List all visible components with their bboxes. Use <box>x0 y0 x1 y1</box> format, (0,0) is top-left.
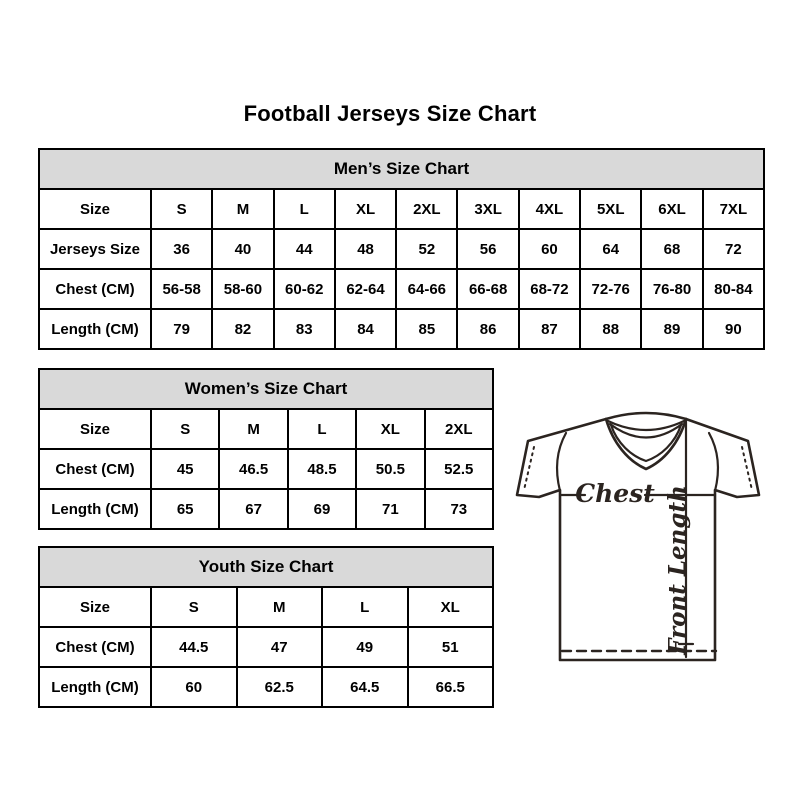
womens-table-rowlabel-1: Chest (CM) <box>39 449 151 489</box>
mens-table-cell-2-10: 80-84 <box>703 269 764 309</box>
mens-table-cell-3-8: 88 <box>580 309 641 349</box>
mens-table-cell-2-1: 56-58 <box>151 269 212 309</box>
mens-table-row-3 <box>39 309 764 349</box>
jersey-outline <box>517 419 759 660</box>
mens-table-cell-0-7: 4XL <box>519 189 580 229</box>
mens-table-cell-0-8: 5XL <box>580 189 641 229</box>
jersey-diagram-svg <box>505 398 770 695</box>
mens-table-cell-3-7: 87 <box>519 309 580 349</box>
mens-table-rowlabel-0: Size <box>39 189 151 229</box>
womens-table-rowlabel-0: Size <box>39 409 151 449</box>
mens-table-cell-2-5: 64-66 <box>396 269 457 309</box>
mens-table-cell-0-4: XL <box>335 189 396 229</box>
mens-table-cell-3-5: 85 <box>396 309 457 349</box>
mens-table-cell-1-4: 48 <box>335 229 396 269</box>
mens-table-rowlabel-2: Chest (CM) <box>39 269 151 309</box>
womens-table-row-0 <box>39 409 493 449</box>
womens-table-cell-0-3: L <box>288 409 356 449</box>
womens-table-cell-2-4: 71 <box>356 489 424 529</box>
mens-table-cell-0-5: 2XL <box>396 189 457 229</box>
page-title: Football Jerseys Size Chart <box>243 101 537 126</box>
mens-table-cell-3-2: 82 <box>212 309 273 349</box>
chest-label: Chest <box>575 479 655 508</box>
womens-table-cell-0-1: S <box>151 409 219 449</box>
mens-table-cell-2-4: 62-64 <box>335 269 396 309</box>
mens-table-cell-3-9: 89 <box>641 309 702 349</box>
mens-table-cell-3-1: 79 <box>151 309 212 349</box>
mens-size-table <box>38 148 765 350</box>
womens-table-cell-1-1: 45 <box>151 449 219 489</box>
youth-table-cell-1-1: 44.5 <box>151 627 237 667</box>
youth-table-row-2 <box>39 667 493 707</box>
mens-table-cell-1-2: 40 <box>212 229 273 269</box>
youth-table-row-1 <box>39 627 493 667</box>
mens-table-cell-3-4: 84 <box>335 309 396 349</box>
mens-table-cell-0-10: 7XL <box>703 189 764 229</box>
womens-table-cell-0-2: M <box>219 409 287 449</box>
youth-table-cell-2-1: 60 <box>151 667 237 707</box>
youth-table-cell-0-2: M <box>237 587 323 627</box>
youth-table-cell-0-1: S <box>151 587 237 627</box>
womens-table-cell-0-5: 2XL <box>425 409 493 449</box>
womens-table-rowlabel-2: Length (CM) <box>39 489 151 529</box>
youth-table-cell-0-3: L <box>322 587 408 627</box>
youth-table-rowlabel-0: Size <box>39 587 151 627</box>
mens-table-cell-0-6: 3XL <box>457 189 518 229</box>
mens-table-cell-1-3: 44 <box>274 229 335 269</box>
mens-table-cell-2-8: 72-76 <box>580 269 641 309</box>
jersey-measurement-diagram <box>505 398 770 695</box>
left-armhole-seam <box>557 433 566 491</box>
womens-table-cell-0-4: XL <box>356 409 424 449</box>
mens-table-cell-2-3: 60-62 <box>274 269 335 309</box>
youth-table-cell-1-3: 49 <box>322 627 408 667</box>
youth-size-table <box>38 546 494 708</box>
mens-table-cell-2-6: 66-68 <box>457 269 518 309</box>
mens-table-cell-0-9: 6XL <box>641 189 702 229</box>
mens-table-cell-1-10: 72 <box>703 229 764 269</box>
mens-table-row-2 <box>39 269 764 309</box>
youth-table-cell-1-2: 47 <box>237 627 323 667</box>
womens-table-cell-1-2: 46.5 <box>219 449 287 489</box>
mens-table-cell-0-3: L <box>274 189 335 229</box>
mens-table-title: Men’s Size Chart <box>39 149 764 189</box>
mens-table-rowlabel-1: Jerseys Size <box>39 229 151 269</box>
mens-table-cell-1-7: 60 <box>519 229 580 269</box>
youth-table-row-0 <box>39 587 493 627</box>
mens-table-cell-3-3: 83 <box>274 309 335 349</box>
youth-table-cell-0-4: XL <box>408 587 494 627</box>
mens-table-cell-3-6: 86 <box>457 309 518 349</box>
youth-table-cell-1-4: 51 <box>408 627 494 667</box>
right-armhole-seam <box>709 433 718 491</box>
mens-table-cell-0-2: M <box>212 189 273 229</box>
mens-table-cell-2-9: 76-80 <box>641 269 702 309</box>
mens-table-cell-1-1: 36 <box>151 229 212 269</box>
womens-table-cell-1-3: 48.5 <box>288 449 356 489</box>
mens-table-cell-2-2: 58-60 <box>212 269 273 309</box>
womens-table-title: Women’s Size Chart <box>39 369 493 409</box>
womens-table-row-2 <box>39 489 493 529</box>
youth-table-rowlabel-2: Length (CM) <box>39 667 151 707</box>
mens-table-row-0 <box>39 189 764 229</box>
womens-table-cell-1-4: 50.5 <box>356 449 424 489</box>
mens-table-cell-1-6: 56 <box>457 229 518 269</box>
youth-table-rowlabel-1: Chest (CM) <box>39 627 151 667</box>
youth-table-title: Youth Size Chart <box>39 547 493 587</box>
womens-table-cell-2-3: 69 <box>288 489 356 529</box>
womens-table-cell-2-1: 65 <box>151 489 219 529</box>
mens-table-cell-1-9: 68 <box>641 229 702 269</box>
collar-top-arc <box>606 413 686 419</box>
womens-size-table <box>38 368 494 530</box>
youth-table-cell-2-3: 64.5 <box>322 667 408 707</box>
youth-table-cell-2-4: 66.5 <box>408 667 494 707</box>
mens-table-rowlabel-3: Length (CM) <box>39 309 151 349</box>
mens-table-cell-0-1: S <box>151 189 212 229</box>
womens-table-cell-2-2: 67 <box>219 489 287 529</box>
mens-table-cell-1-5: 52 <box>396 229 457 269</box>
mens-table-cell-1-8: 64 <box>580 229 641 269</box>
womens-table-cell-1-5: 52.5 <box>425 449 493 489</box>
mens-table-row-1 <box>39 229 764 269</box>
collar-inner-arc-1 <box>608 421 684 430</box>
front-length-label: Front Length <box>664 485 691 655</box>
womens-table-row-1 <box>39 449 493 489</box>
womens-table-cell-2-5: 73 <box>425 489 493 529</box>
mens-table-cell-3-10: 90 <box>703 309 764 349</box>
youth-table-cell-2-2: 62.5 <box>237 667 323 707</box>
mens-table-cell-2-7: 68-72 <box>519 269 580 309</box>
